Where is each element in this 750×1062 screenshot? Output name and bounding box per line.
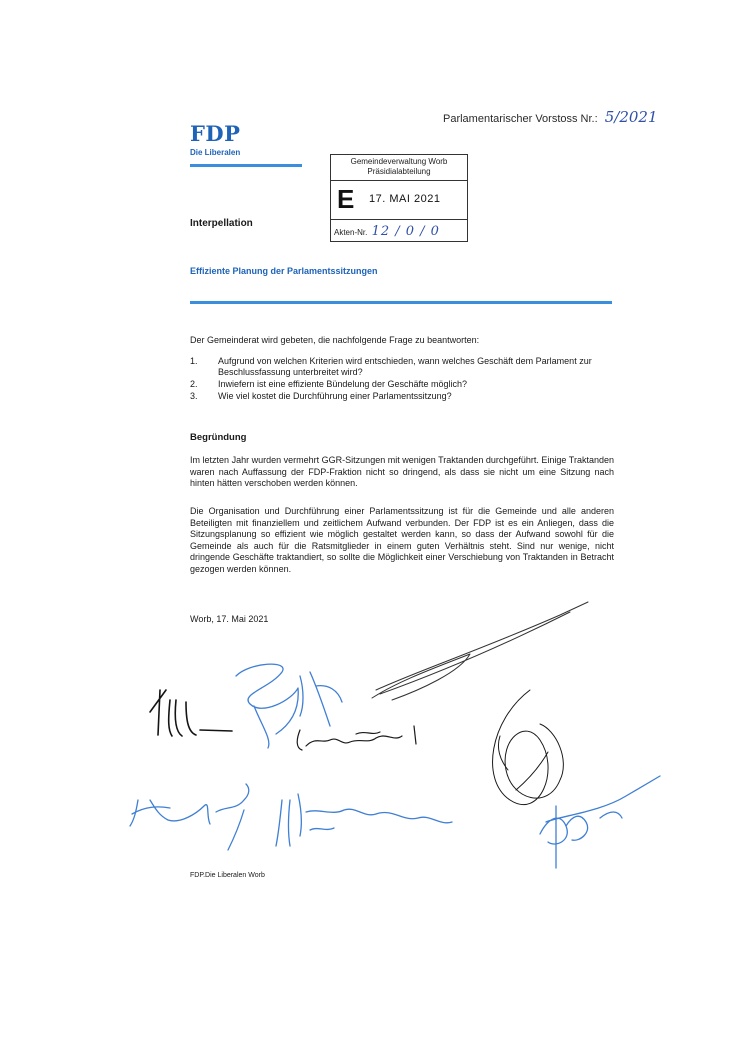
stamp-file-label: Akten-Nr. <box>334 228 368 237</box>
vorstoss-handwritten-number: 5/2021 <box>604 108 658 126</box>
stamp-file-handwritten: 12 / 0 / 0 <box>371 224 440 239</box>
place-date: Worb, 17. Mai 2021 <box>190 614 269 624</box>
question-number: 2. <box>190 379 198 389</box>
stamp-date: 17. MAI 2021 <box>369 193 441 205</box>
fdp-logo-subtitle: Die Liberalen <box>190 148 241 157</box>
stamp-letter: E <box>337 184 355 214</box>
stamp-department: Präsidialabteilung <box>367 167 431 176</box>
stamp-office: Gemeindeverwaltung Worb <box>350 157 448 166</box>
signature-1 <box>150 690 232 736</box>
signature-4 <box>372 602 588 700</box>
question-number: 1. <box>190 356 198 366</box>
document-type: Interpellation <box>190 218 253 229</box>
footer-organization: FDP.Die Liberalen Worb <box>190 872 265 879</box>
signature-6 <box>130 784 249 850</box>
signature-5 <box>493 690 564 805</box>
begruendung-paragraph-1: Im letzten Jahr wurden vermehrt GGR-Sitzungen mit wenigen Traktanden durchgeführt. Einige Traktanden waren nach Auffassung der FDP-Fraktion nicht so dringend, als dass sie nicht um eine Sitzung nach hinten hätten verschoben werden können. <box>190 455 614 488</box>
begruendung-paragraph-2: Die Organisation und Durchführung einer Parlamentssitzung ist für die Gemeinde und alle anderen Beteiligten mit finanziellem und zeitlichem Aufwand verbunden. Der FDP ist es ein Anliegen, dass die Sitzungsplanung so effizient wie möglich gestaltet werden kann, so dass der Aufwand sowohl für die Gemeinde als auch für die Ratsmitglieder in einem guten Verhältnis steht. Sind nur wenige, nicht dringende Geschäfte traktandiert, so sollte die Möglichkeit einer Verschiebung von Traktanden in Betracht gezogen werden können. <box>190 506 614 574</box>
signature-8 <box>540 776 660 868</box>
intro-text: Der Gemeinderat wird gebeten, die nachfolgende Frage zu beantworten: <box>190 335 480 345</box>
question-text: Aufgrund von welchen Kriterien wird entschieden, wann welches Geschäft dem Parlament zur Beschlussfassung unterbreitet wird? <box>218 356 592 377</box>
question-number: 3. <box>190 391 198 401</box>
question-text: Inwiefern ist eine effiziente Bündelung der Geschäfte möglich? <box>218 379 467 389</box>
signature-7 <box>276 794 452 846</box>
vorstoss-label: Parlamentarischer Vorstoss Nr.: <box>443 113 598 125</box>
begruendung-heading: Begründung <box>190 432 247 443</box>
question-text: Wie viel kostet die Durchführung einer Parlamentssitzung? <box>218 391 452 401</box>
signature-3 <box>297 726 416 750</box>
fdp-logo: FDP <box>190 121 241 146</box>
document-title: Effiziente Planung der Parlamentssitzungen <box>190 266 378 276</box>
signature-2 <box>236 664 342 748</box>
